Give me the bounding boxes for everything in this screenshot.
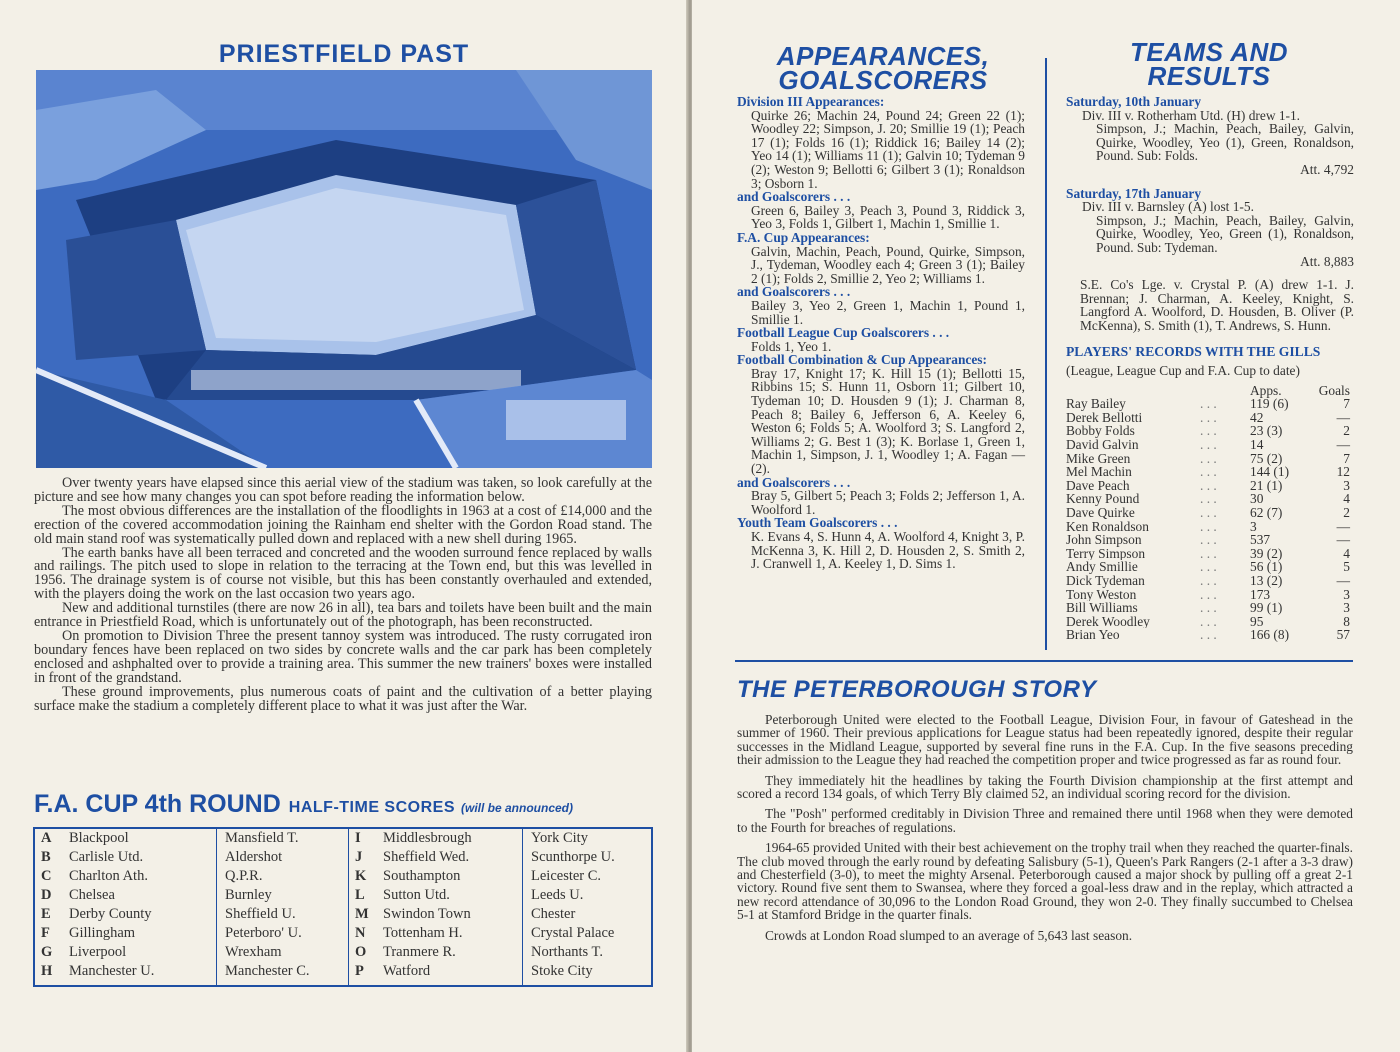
fa-cup-heading bbox=[34, 790, 654, 819]
record-dots: . . . bbox=[1200, 573, 1217, 588]
record-name: Dave Quirke bbox=[1066, 506, 1135, 520]
match-date: Saturday, 17th January bbox=[1066, 185, 1202, 201]
record-name: Mike Green bbox=[1066, 451, 1131, 466]
record-row bbox=[1066, 615, 1354, 629]
records-table bbox=[1066, 397, 1354, 642]
section-body: Green 6, Bailey 3, Peach 3, Pound 3, Riddick 3, Yeo 3, Folds 1, Gilbert 1, Machin 1, Smillie 1. bbox=[751, 202, 1025, 232]
match-team: Simpson, J.; Machin, Peach, Bailey, Galvin, Quirke, Woodley, Yeo, Green (1), Ronaldson, Pound. Sub: Tydeman. bbox=[1096, 212, 1354, 255]
section-body: Bray 5, Gilbert 5; Peach 3; Folds 2; Jefferson 1, A. Woolford 1. bbox=[751, 488, 1025, 517]
cup-team: Stoke City bbox=[531, 963, 593, 979]
section-heading: F.A. Cup Appearances: bbox=[737, 229, 870, 245]
cup-row bbox=[349, 829, 522, 848]
cup-row bbox=[35, 905, 216, 924]
section-heading: Football League Cup Goalscorers . . . bbox=[737, 325, 950, 341]
record-goals: 57 bbox=[1336, 627, 1350, 643]
record-apps: 173 bbox=[1250, 586, 1271, 602]
cup-team: Chelsea bbox=[69, 887, 115, 903]
cup-team: York City bbox=[531, 830, 588, 846]
record-name: Terry Simpson bbox=[1066, 546, 1146, 561]
record-row bbox=[1066, 574, 1354, 588]
section-body: Bray 17, Knight 17; K. Hill 15 (1); Bellotti 15, Ribbins 15; S. Hunn 11, Osborn 11; Gilbert 10, Tydeman 10; D. Housden 9 (1); J. Charman 8, Peach 8; Bailey 6, Jefferson 6, A. Keeley 6, Weston 6; Folds 5; A. Woolford 3; S. Langford 2, Williams 2; G. Best 1 (3); K. Borlase 1, Green 1, Machin 1, Simpson, J. 1, Woodley 1; A. Fagan — (2). bbox=[751, 365, 1025, 477]
results-column bbox=[1066, 95, 1354, 642]
cup-team: Gillingham bbox=[69, 925, 136, 941]
record-apps: 3 bbox=[1250, 518, 1257, 534]
record-name: David Galvin bbox=[1066, 438, 1139, 452]
record-apps: 62 (7) bbox=[1250, 505, 1283, 521]
record-name: Dave Peach bbox=[1066, 478, 1130, 493]
record-name: Mel Machin bbox=[1066, 465, 1132, 479]
record-name: Brian Yeo bbox=[1066, 628, 1120, 642]
cup-team: Carlisle Utd. bbox=[69, 849, 144, 865]
record-goals: 2 bbox=[1343, 423, 1350, 439]
record-goals: 3 bbox=[1343, 600, 1350, 616]
teams-results-title bbox=[1064, 37, 1354, 91]
record-row bbox=[1066, 492, 1354, 506]
cup-letter: N bbox=[355, 925, 366, 941]
record-row bbox=[1066, 601, 1354, 615]
record-goals: 8 bbox=[1343, 613, 1350, 629]
cup-letter: O bbox=[355, 944, 367, 960]
record-dots: . . . bbox=[1200, 600, 1217, 616]
record-dots: . . . bbox=[1200, 505, 1217, 521]
story-rule bbox=[735, 660, 1353, 662]
section-heading: Division III Appearances: bbox=[737, 94, 885, 109]
article-paragraph-4: New and additional turnstiles (there are now 26 in all), tea bars and toilets have been built and the main entrance in Priestfield Road, which is unfortunately out of the photograph, has been reconstructed. bbox=[34, 600, 652, 631]
cup-team: Tranmere R. bbox=[383, 944, 456, 960]
record-dots: . . . bbox=[1200, 396, 1217, 412]
record-apps: 14 bbox=[1250, 437, 1264, 453]
record-name: Bill Williams bbox=[1066, 601, 1138, 615]
record-row bbox=[1066, 506, 1354, 520]
article-paragraph-2: The most obvious differences are the installation of the floodlights in 1963 at a cost of £14,000 and the erection of the covered accommodation joining the Rainham end shelter with the Gordon Road stand. The old main stand roof was systematically pulled down and replaced with a new shell during 1965. bbox=[34, 502, 652, 547]
half-time-scores-table bbox=[33, 827, 653, 987]
cup-letter: I bbox=[355, 830, 361, 846]
cup-team: Aldershot bbox=[225, 849, 283, 865]
cup-team: Southampton bbox=[383, 868, 461, 884]
record-apps: 23 (3) bbox=[1250, 423, 1283, 439]
cup-row bbox=[349, 848, 522, 867]
fa-cup-title: F.A. CUP 4th ROUND bbox=[34, 790, 281, 818]
section-body: K. Evans 4, S. Hunn 4, A. Woolford 4, Knight 3, P. McKenna 3, K. Hill 2, D. Housden 2, S. Smith 2, J. Cranwell 1, A. Keeley 1, D. Sims 1. bbox=[751, 529, 1025, 572]
record-apps: 21 (1) bbox=[1250, 477, 1283, 493]
section-body: Bailey 3, Yeo 2, Green 1, Machin 1, Pound 1, Smillie 1. bbox=[751, 297, 1025, 327]
cup-row bbox=[35, 924, 216, 943]
cup-team: Derby County bbox=[69, 906, 152, 922]
appearances-title-line-1: APPEARANCES, bbox=[776, 41, 990, 71]
article-paragraph-3: The earth banks have all been terraced and concreted and the wooden surround fence replaced by walls and railings. The pitch used to slope in relation to the terracing at the Town end, but this was levelled in 1956. The drainage system is of course not visible, but this has been constantly overhauled and extended, with the players doing the work on the last occasion two years ago. bbox=[34, 544, 652, 603]
cup-team: Manchester C. bbox=[225, 963, 310, 979]
section-heading: and Goalscorers . . . bbox=[737, 284, 851, 300]
records-header bbox=[1066, 384, 1354, 398]
cup-letter: A bbox=[41, 830, 52, 846]
cup-column-3 bbox=[349, 829, 523, 985]
cup-team: Mansfield T. bbox=[225, 830, 299, 846]
appearances-title-line-2: GOALSCORERS bbox=[778, 65, 988, 95]
record-name: Derek Woodley bbox=[1066, 614, 1150, 629]
record-dots: . . . bbox=[1200, 518, 1217, 534]
record-dots: . . . bbox=[1200, 437, 1217, 453]
section-heading: and Goalscorers . . . bbox=[737, 189, 851, 205]
record-apps: 42 bbox=[1250, 409, 1264, 425]
record-dots: . . . bbox=[1200, 409, 1217, 425]
cup-team: Sutton Utd. bbox=[383, 887, 450, 903]
cup-letter: F bbox=[41, 925, 50, 941]
cup-team: Burnley bbox=[225, 887, 272, 903]
record-row bbox=[1066, 520, 1354, 534]
match-result: Div. III v. Barnsley (A) lost 1-5. bbox=[1082, 199, 1254, 215]
cup-letter: C bbox=[41, 868, 52, 884]
article-paragraph-6: These ground improvements, plus numerous coats of paint and the cultivation of a better playing surface make the stadium a completely different place to what it was just after the War. bbox=[34, 683, 652, 714]
cup-row bbox=[349, 962, 522, 981]
section-heading: Youth Team Goalscorers . . . bbox=[737, 515, 898, 531]
match-result: Div. III v. Rotherham Utd. (H) drew 1-1. bbox=[1082, 107, 1301, 123]
record-row bbox=[1066, 452, 1354, 466]
cup-team: Wrexham bbox=[225, 944, 282, 960]
cup-row bbox=[35, 962, 216, 981]
cup-column-1 bbox=[35, 829, 217, 985]
cup-row bbox=[349, 867, 522, 886]
cup-letter: D bbox=[41, 887, 52, 903]
cup-team: Crystal Palace bbox=[531, 925, 615, 941]
record-goals: 2 bbox=[1343, 505, 1350, 521]
players-records-title: PLAYERS' RECORDS WITH THE GILLS bbox=[1066, 343, 1321, 359]
story-paragraph-5: Crowds at London Road slumped to an average of 5,643 last season. bbox=[765, 927, 1133, 943]
cup-team: Manchester U. bbox=[69, 963, 155, 979]
players-records-subtitle: (League, League Cup and F.A. Cup to date) bbox=[1066, 363, 1300, 379]
record-dots: . . . bbox=[1200, 491, 1217, 507]
cup-team: Leicester C. bbox=[531, 868, 602, 884]
record-name: Ken Ronaldson bbox=[1066, 519, 1149, 534]
record-goals: — bbox=[1336, 437, 1350, 453]
cup-team: Sheffield Wed. bbox=[383, 849, 470, 865]
cup-letter: M bbox=[355, 906, 369, 922]
cup-row bbox=[349, 905, 522, 924]
story-paragraph-3: The "Posh" performed creditably in Division Three and remained there until 1968 when they were demoted to the Fourth for breaches of regulations. bbox=[737, 806, 1353, 835]
record-apps: 537 bbox=[1250, 532, 1271, 548]
record-apps: 144 (1) bbox=[1250, 464, 1290, 480]
teams-title-line-2: RESULTS bbox=[1147, 61, 1271, 91]
match-attendance: Att. 4,792 bbox=[1300, 161, 1354, 177]
record-dots: . . . bbox=[1200, 450, 1217, 466]
record-row bbox=[1066, 397, 1354, 411]
record-name: Bobby Folds bbox=[1066, 424, 1135, 439]
goals-header: Goals bbox=[1318, 382, 1350, 398]
priestfield-past-title: PRIESTFIELD PAST bbox=[218, 40, 470, 68]
cup-row bbox=[349, 943, 522, 962]
match-attendance: Att. 8,883 bbox=[1300, 253, 1354, 269]
cup-letter: J bbox=[355, 849, 363, 865]
cup-row bbox=[349, 886, 522, 905]
cup-row bbox=[349, 924, 522, 943]
cup-column-2 bbox=[217, 829, 349, 985]
teams-title-line-1: TEAMS AND bbox=[1129, 37, 1289, 67]
priestfield-past-article bbox=[34, 477, 652, 713]
section-body: Quirke 26; Machin 24, Pound 24; Green 22 (1); Woodley 22; Simpson, J. 20; Smillie 19 (1); Peach 17 (1); Folds 16 (1); Riddick 16; Bailey 14 (2); Yeo 14 (1); Williams 11 (1); Galvin 10; Tydeman 9 (2); Weston 9; Bellotti 6; Gilbert 3 (1); Ronaldson 3; Osborn 1. bbox=[751, 107, 1026, 191]
record-dots: . . . bbox=[1200, 613, 1217, 629]
record-goals: 7 bbox=[1343, 450, 1350, 466]
record-apps: 13 (2) bbox=[1250, 573, 1283, 588]
column-divider bbox=[1045, 58, 1047, 650]
cup-team: Liverpool bbox=[69, 944, 127, 960]
record-name: Tony Weston bbox=[1066, 587, 1137, 602]
match-team: Simpson, J.; Machin, Peach, Bailey, Galvin, Quirke, Woodley, Yeo (1), Green, Ronaldson, Pound. Sub: Folds. bbox=[1096, 121, 1354, 164]
cup-team: Scunthorpe U. bbox=[531, 849, 615, 865]
apps-header: Apps. bbox=[1250, 382, 1282, 398]
record-goals: — bbox=[1336, 532, 1350, 548]
record-dots: . . . bbox=[1200, 545, 1217, 561]
cup-team: Northants T. bbox=[531, 944, 603, 960]
secondary-result: S.E. Co's Lge. v. Crystal P. (A) drew 1-1. J. Brennan; J. Charman, A. Keeley, Knight, S. Langford A. Woolford, D. Housden, B. Oliver (P. McKenna), S. Smith (1), T. Andrews, S. Hunn. bbox=[1080, 277, 1354, 333]
record-apps: 39 (2) bbox=[1250, 545, 1283, 561]
record-dots: . . . bbox=[1200, 586, 1217, 602]
will-be-announced-note: (will be announced) bbox=[461, 801, 574, 815]
record-row bbox=[1066, 438, 1354, 452]
left-page bbox=[0, 0, 688, 1052]
record-row bbox=[1066, 560, 1354, 574]
record-row bbox=[1066, 628, 1354, 642]
story-paragraph-4: 1964-65 provided United with their best achievement on the trophy trail when they reached the quarter-finals. The club moved through the early round by defeating Salisbury (5-1), Queen's Park Rangers (2-1 after a 3-3 draw) and Chesterfield (3-0), to meet the mighty Arsenal. Peterborough caused a major shock by pulling off a great 2-1 victory. Round five sent them to Swansea, where they forced a goal-less draw and in the replay, which attracted a new record attendance of 30,096 to the London Road Ground, they won 2-0. They finally succumbed to Chelsea 5-1 at Stamford Bridge in the quarter finals. bbox=[737, 840, 1353, 923]
cup-row bbox=[35, 943, 216, 962]
cup-letter: E bbox=[41, 906, 51, 922]
stadium-aerial-photo bbox=[36, 70, 652, 468]
appearances-goalscorers-title bbox=[733, 41, 1033, 95]
record-apps: 56 (1) bbox=[1250, 559, 1283, 575]
cup-team: Q.P.R. bbox=[225, 868, 263, 884]
cup-row bbox=[35, 867, 216, 886]
record-dots: . . . bbox=[1200, 477, 1217, 493]
record-row bbox=[1066, 588, 1354, 602]
cup-team: Middlesbrough bbox=[383, 830, 472, 846]
record-goals: 4 bbox=[1343, 491, 1350, 507]
record-name: Dick Tydeman bbox=[1066, 574, 1145, 588]
record-name: Ray Bailey bbox=[1066, 397, 1126, 411]
cup-row bbox=[35, 848, 216, 867]
record-apps: 166 (8) bbox=[1250, 627, 1290, 643]
cup-team: Blackpool bbox=[69, 830, 129, 846]
record-apps: 99 (1) bbox=[1250, 600, 1283, 616]
record-dots: . . . bbox=[1200, 464, 1217, 480]
record-name: John Simpson bbox=[1066, 533, 1142, 547]
cup-letter: P bbox=[355, 963, 364, 979]
cup-team: Watford bbox=[383, 963, 431, 979]
record-row bbox=[1066, 533, 1354, 547]
cup-letter: G bbox=[41, 944, 53, 960]
cup-team: Charlton Ath. bbox=[69, 868, 148, 884]
record-goals: — bbox=[1336, 518, 1350, 534]
record-apps: 75 (2) bbox=[1250, 450, 1283, 466]
record-goals: 4 bbox=[1343, 545, 1350, 561]
cup-column-4 bbox=[523, 829, 650, 985]
record-name: Derek Bellotti bbox=[1066, 410, 1143, 425]
record-dots: . . . bbox=[1200, 423, 1217, 439]
record-row bbox=[1066, 424, 1354, 438]
record-row bbox=[1066, 547, 1354, 561]
record-name: Andy Smillie bbox=[1066, 560, 1138, 574]
record-row bbox=[1066, 479, 1354, 493]
record-goals: — bbox=[1336, 573, 1350, 588]
half-time-scores-label: HALF-TIME SCORES bbox=[288, 799, 455, 816]
record-apps: 95 bbox=[1250, 613, 1264, 629]
match-date: Saturday, 10th January bbox=[1066, 94, 1202, 109]
cup-letter: K bbox=[355, 868, 367, 884]
story-paragraph-2: They immediately hit the headlines by taking the Fourth Division championship at the first attempt and scored a record 134 goals, of which Terry Bly claimed 52, an individual scoring record for the division. bbox=[737, 772, 1353, 802]
story-paragraph-1: Peterborough United were elected to the Football League, Division Four, in favour of Gateshead in the summer of 1960. Their previous applications for League status had been repeatedly ignored, despite their regular successes in the Midland League, supported by several fine runs in the F.A. Cup. In the five seasons preceding their admission to the League they had reached the competition proper and twice progressed as far as round four. bbox=[737, 712, 1353, 768]
section-body: Galvin, Machin, Peach, Pound, Quirke, Simpson, J., Tydeman, Woodley each 4; Green 3 (1); Bailey 2 (1); Folds 2, Smillie 2, Yeo 2; Williams 1. bbox=[751, 243, 1025, 286]
record-apps: 119 (6) bbox=[1250, 396, 1289, 412]
record-goals: 5 bbox=[1343, 559, 1350, 575]
cup-row bbox=[35, 829, 216, 848]
cup-row bbox=[35, 886, 216, 905]
cup-letter: H bbox=[41, 963, 53, 979]
record-name: Kenny Pound bbox=[1066, 492, 1140, 507]
section-heading: Football Combination & Cup Appearances: bbox=[737, 352, 987, 368]
cup-team: Peterboro' U. bbox=[225, 925, 302, 941]
cup-letter: B bbox=[41, 849, 51, 865]
record-dots: . . . bbox=[1200, 532, 1217, 548]
cup-team: Sheffield U. bbox=[225, 906, 296, 922]
record-row bbox=[1066, 411, 1354, 425]
cup-team: Leeds U. bbox=[531, 887, 584, 903]
article-paragraph-1: Over twenty years have elapsed since this aerial view of the stadium was taken, so look carefully at the picture and see how many changes you can spot before reading the information below. bbox=[34, 475, 652, 505]
peterborough-story-article bbox=[737, 713, 1353, 949]
cup-team: Chester bbox=[531, 906, 576, 922]
article-paragraph-5: On promotion to Division Three the present tannoy system was introduced. The rusty corrugated iron boundary fences have been replaced on two sides by concrete walls and the car park has been completely enclosed and ashphalted over to provide a training area. This summer the new trainers' boxes were installed in front of the grandstand. bbox=[34, 627, 652, 686]
record-apps: 30 bbox=[1250, 491, 1264, 507]
section-body: Folds 1, Yeo 1. bbox=[751, 338, 832, 354]
record-dots: . . . bbox=[1200, 559, 1217, 575]
record-dots: . . . bbox=[1200, 627, 1217, 643]
record-goals: 7 bbox=[1343, 396, 1350, 412]
record-goals: 12 bbox=[1336, 464, 1350, 480]
cup-team: Tottenham H. bbox=[383, 925, 463, 941]
record-goals: — bbox=[1336, 409, 1350, 425]
peterborough-story-title: THE PETERBOROUGH STORY bbox=[737, 676, 1097, 703]
record-goals: 3 bbox=[1343, 477, 1350, 493]
cup-team: Swindon Town bbox=[383, 906, 471, 922]
record-row bbox=[1066, 465, 1354, 479]
section-heading: and Goalscorers . . . bbox=[737, 474, 851, 490]
appearances-column bbox=[737, 95, 1025, 571]
record-goals: 3 bbox=[1343, 586, 1350, 602]
cup-letter: L bbox=[355, 887, 365, 903]
